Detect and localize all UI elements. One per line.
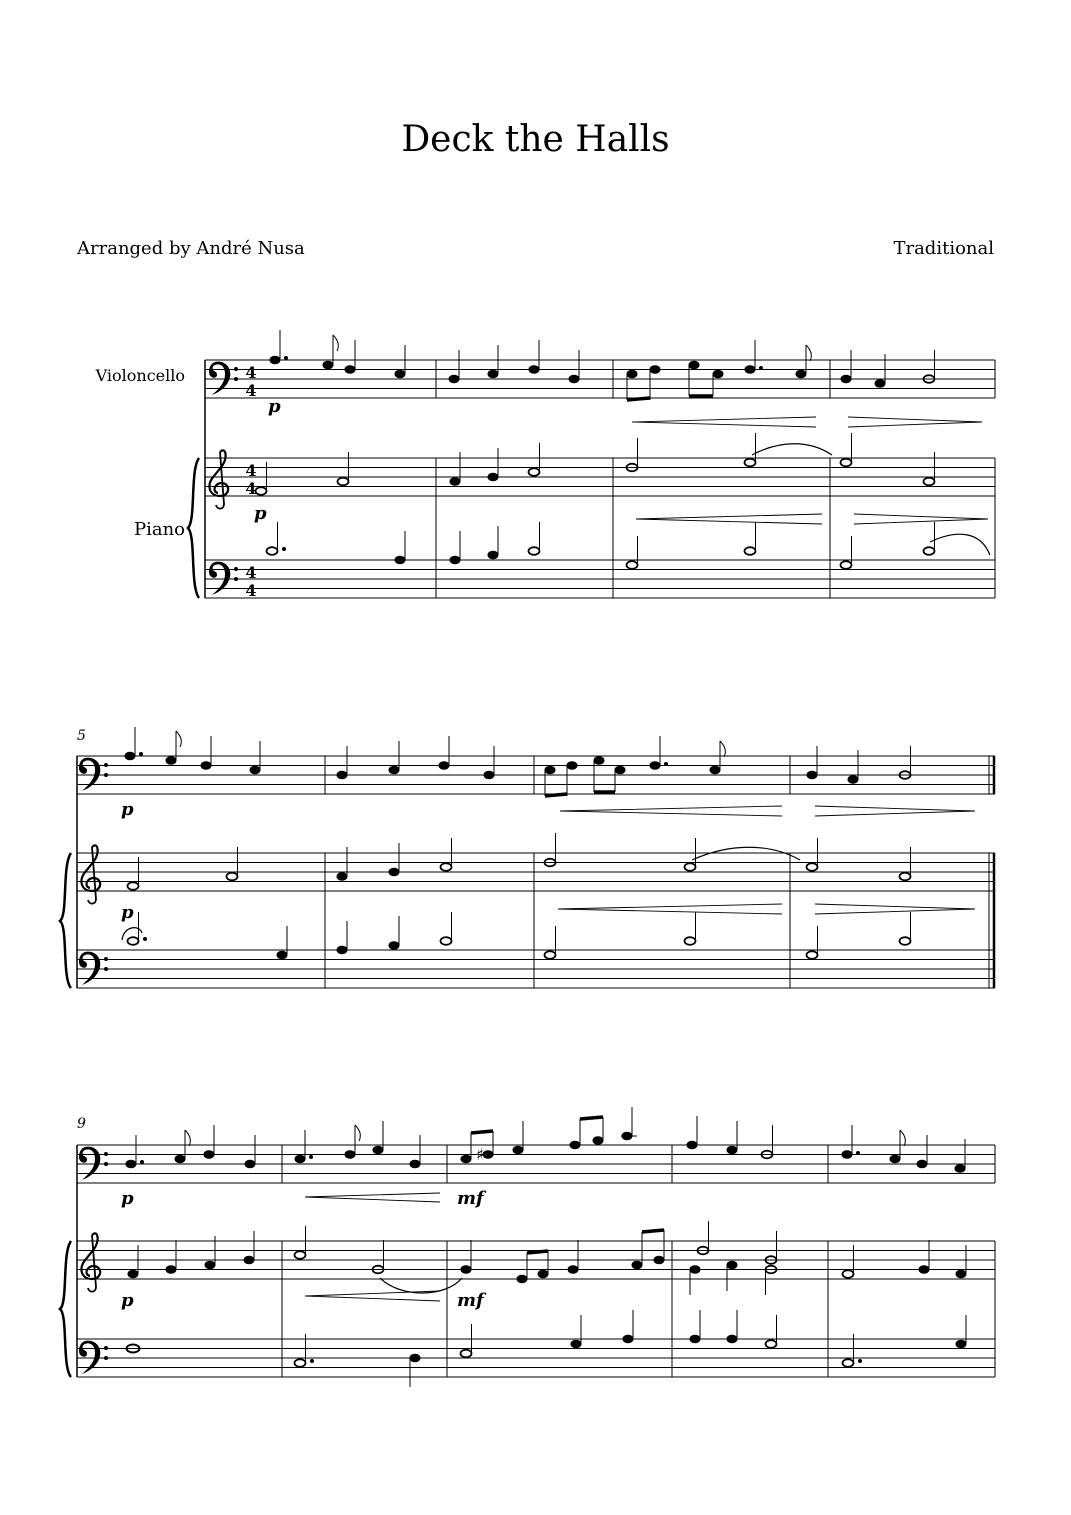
measure-number: 5 — [77, 728, 86, 744]
treble-clef-icon — [209, 450, 228, 508]
dynamic-mark: p — [268, 396, 281, 417]
bass-clef-icon — [209, 362, 238, 395]
piano-brace — [60, 1241, 71, 1377]
system-2 — [60, 727, 995, 988]
piano-bass-notes — [267, 522, 935, 569]
cello-notes — [126, 1107, 965, 1172]
time-sig-top: 4 — [245, 461, 257, 480]
piece-title: Deck the Halls — [401, 119, 670, 160]
dynamic-mark: p — [121, 902, 134, 923]
cello-notes — [125, 727, 911, 796]
cello-notes — [270, 330, 935, 400]
dynamic-mark: p — [254, 503, 267, 524]
bass-clef-icon — [79, 952, 108, 985]
system-1 — [95, 330, 995, 600]
piano-treble-notes — [128, 1221, 966, 1295]
dynamic-mark: p — [121, 799, 134, 820]
cello-label: Violoncello — [95, 366, 185, 385]
dynamic-mark: mf — [457, 1290, 484, 1311]
piano-brace — [60, 853, 71, 988]
bass-clef-icon — [79, 758, 108, 791]
dynamic-mark: p — [121, 1290, 134, 1311]
measure-number: 9 — [77, 1116, 86, 1132]
dynamic-mark: p — [121, 1188, 134, 1209]
time-sig-bottom: 4 — [245, 479, 257, 498]
time-sig-bottom: 4 — [245, 381, 257, 400]
dynamic-mark: mf — [457, 1188, 484, 1209]
tie — [752, 444, 832, 455]
tie — [380, 1278, 462, 1293]
treble-clef-icon — [81, 845, 100, 903]
system-3 — [60, 1107, 995, 1387]
svg-text:♯: ♯ — [476, 1145, 484, 1164]
bass-clef-icon — [79, 1341, 108, 1374]
treble-clef-icon — [81, 1233, 100, 1291]
composer-credit: Traditional — [893, 238, 994, 259]
piano-treble-staff — [205, 458, 995, 496]
piano-brace — [188, 458, 199, 598]
piano-bass-notes — [128, 912, 911, 959]
piano-bass-staff — [205, 560, 995, 598]
time-sig-top: 4 — [245, 363, 257, 382]
time-sig-top: 4 — [245, 563, 257, 582]
bass-clef-icon — [79, 1147, 108, 1180]
bass-clef-icon — [209, 562, 238, 595]
tie — [692, 847, 800, 860]
arranger-credit: Arranged by André Nusa — [77, 238, 305, 259]
piano-label: Piano — [133, 519, 185, 540]
tie — [930, 534, 990, 555]
time-sig-bottom: 4 — [245, 581, 257, 600]
piano-treble-notes — [256, 433, 935, 495]
